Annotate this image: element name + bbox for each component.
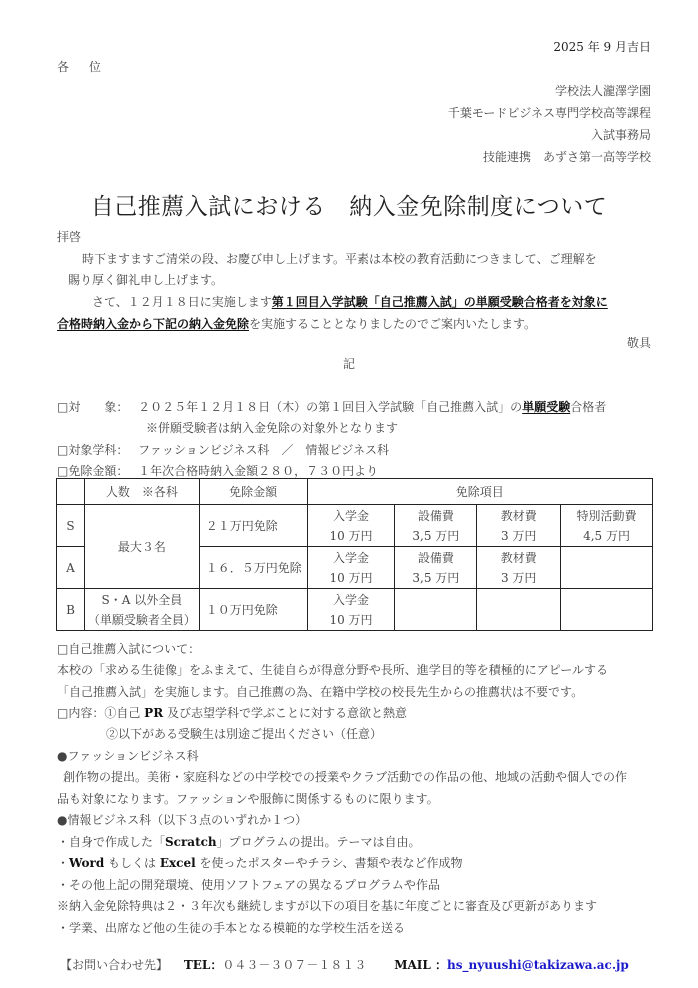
document-date: 2025 年 9 月吉日: [553, 40, 651, 54]
tel-label: TEL：: [183, 958, 223, 972]
item-value: 4,5 万円: [583, 528, 631, 543]
item-name: 入学金: [332, 550, 369, 565]
info-item-2: [57, 854, 463, 871]
info-item2-bold1: Word: [69, 856, 105, 870]
tel-number: ０４３－３０７－１８１３: [222, 958, 367, 972]
exemption-table: [56, 478, 653, 631]
ki-heading: 記: [342, 357, 355, 371]
item-value: 3 万円: [500, 570, 537, 585]
rank-cell: S: [57, 505, 85, 547]
info-item1-suffix: 」プログラムの提出。テーマは自由。: [216, 835, 421, 849]
dept-label: □対象学科：: [57, 443, 129, 457]
count-line-2: （単願受験者全員）: [87, 612, 196, 627]
para2-suffix: を実施することとなりましたのでご案内いたします。: [249, 317, 537, 331]
content1-prefix: ①自己: [104, 706, 145, 720]
item-cell: [307, 547, 395, 589]
greeting-para2-line2: [57, 315, 536, 332]
item-cell: [395, 589, 477, 631]
count-line-1: S・A 以外全員: [101, 592, 183, 607]
item-name: 設備費: [417, 508, 454, 523]
mail-label: MAIL ：: [394, 958, 448, 972]
para2-prefix: さて、１２月１８日に実施します: [92, 295, 272, 309]
item-name: 入学金: [332, 508, 369, 523]
header-amount: 免除金額: [199, 479, 307, 505]
amount-row: [57, 462, 378, 479]
addressee: 各 位: [57, 60, 109, 74]
content-label: □内容：: [57, 706, 105, 720]
item-value: 10 万円: [329, 570, 373, 585]
info-heading: ●情報ビジネス科（以下３点のいずれか１つ）: [57, 813, 308, 827]
para2-underline-1: 第１回目入学試験「自己推薦入試」の単願受験合格者を対象に: [271, 295, 608, 309]
about-line-1: 本校の「求める生徒像」をふまえて、生徒自らが得意分野や長所、進学目的等を積極的にアピールする: [57, 663, 609, 677]
sender-line-3: 入試事務局: [590, 128, 651, 142]
count-cell: [84, 589, 199, 631]
info-item2-mid: もしくは: [104, 856, 160, 870]
item-name: 特別活動費: [576, 508, 637, 523]
target-note: ※併願受験者は納入金免除の対象外となります: [146, 421, 399, 435]
greeting-para1-line1: 時下ますますご清栄の段、お慶び申し上げます。平素は本校の教育活動につきまして、ご理解を: [82, 252, 597, 266]
item-cell: [307, 505, 395, 547]
item-cell: [477, 547, 561, 589]
contact-row: [60, 956, 629, 973]
target-row: [57, 398, 606, 415]
content-row-1: [57, 704, 407, 721]
amount-label: □免除金額：: [57, 464, 129, 478]
sender-line-2: 千葉モードビジネス専門学校高等課程: [447, 106, 651, 120]
header-count: 人数 ※各科: [84, 479, 199, 505]
content-row-2: ②以下がある受験生は別途ご提出ください（任意）: [106, 727, 383, 741]
target-value-suffix: 合格者: [570, 400, 607, 414]
contact-label: 【お問い合わせ先】: [60, 958, 169, 972]
info-item-1: [57, 833, 421, 850]
about-line-2: 「自己推薦入試」を実施します。自己推薦の為、在籍中学校の校長先生からの推薦状は不要です。: [57, 685, 584, 699]
amount-cell: １６．５万円免除: [199, 547, 307, 589]
item-name: 教材費: [500, 550, 537, 565]
count-cell: 最大３名: [84, 505, 199, 589]
sender-line-1: 学校法人瀧澤学園: [554, 84, 651, 98]
item-value: 10 万円: [329, 612, 373, 627]
info-item2-bold2: Excel: [159, 856, 196, 870]
item-value: 3 万円: [500, 528, 537, 543]
item-value: 3,5 万円: [412, 570, 460, 585]
greeting-para2-line1: [92, 293, 608, 310]
document-title: 自己推薦入試における 納入金免除制度について: [90, 194, 608, 220]
rank-cell: B: [57, 589, 85, 631]
dept-row: [57, 441, 389, 458]
amount-cell: ２１万円免除: [199, 505, 307, 547]
renewal-note: ※納入金免除特典は２・３年次も継続しますが以下の項目を基に年度ごとに審査及び更新があります: [57, 899, 598, 913]
amount-cell: １０万円免除: [199, 589, 307, 631]
target-value-prefix: ２０２５年１２月１８日（木）の第１回目入学試験「自己推薦入試」の: [138, 400, 523, 414]
renewal-note-item: ・学業、出席など他の生徒の手本となる模範的な学校生活を送る: [57, 921, 406, 935]
table-row: [57, 505, 653, 547]
item-cell: [395, 547, 477, 589]
item-name: 設備費: [417, 550, 454, 565]
content1-bold: PR: [144, 706, 164, 720]
item-cell: [561, 589, 653, 631]
about-heading: □自己推薦入試について：: [57, 642, 201, 656]
target-label: □対 象：: [57, 400, 129, 414]
fashion-line-2: 品も対象になります。ファッションや服飾に関係するものに限ります。: [57, 792, 439, 806]
item-cell: [395, 505, 477, 547]
header-rank: [57, 479, 85, 505]
sender-line-4: 技能連携 あずさ第一高等学校: [482, 150, 651, 164]
content1-suffix: 及び志望学科で学ぶことに対する意欲と熱意: [163, 706, 407, 720]
info-item-3: ・その他上記の開発環境、使用ソフトフェアの異なるプログラムや作品: [57, 878, 440, 892]
para2-underline-2: 合格時納入金から下記の納入金免除: [57, 317, 250, 331]
item-cell: [561, 505, 653, 547]
header-items: 免除項目: [307, 479, 652, 505]
item-cell: [561, 547, 653, 589]
greeting-opening: 拝啓: [57, 230, 82, 244]
item-cell: [477, 589, 561, 631]
amount-value: １年次合格時納入金額２８０，７３０円より: [138, 464, 379, 478]
info-item1-bold: Scratch: [165, 835, 217, 849]
table-header-row: [57, 479, 653, 505]
info-item2-prefix: ・: [57, 856, 70, 870]
item-cell: [307, 589, 395, 631]
fashion-heading: ●ファッションビジネス科: [57, 749, 199, 763]
mail-link[interactable]: hs_nyuushi@takizawa.ac.jp: [447, 958, 629, 972]
fashion-line-1: 創作物の提出。美術・家庭科などの中学校での授業やクラブ活動での作品の他、地域の活動や個人での作: [63, 770, 628, 784]
item-cell: [477, 505, 561, 547]
table-row: [57, 589, 653, 631]
item-name: 教材費: [500, 508, 537, 523]
rank-cell: A: [57, 547, 85, 589]
info-item2-suffix: を使ったポスターやチラシ、書類や表など作成物: [195, 856, 463, 870]
info-item1-prefix: ・自身で作成した「: [57, 835, 166, 849]
greeting-para1-line2: 賜り厚く御礼申し上げます。: [68, 273, 224, 287]
item-value: 3,5 万円: [412, 528, 460, 543]
item-name: 入学金: [332, 592, 369, 607]
dept-value: ファッションビジネス科 ／ 情報ビジネス科: [138, 443, 389, 457]
target-value-bold: 単願受験: [522, 400, 571, 414]
item-value: 10 万円: [329, 528, 373, 543]
closing-keigu: 敬具: [626, 336, 651, 350]
